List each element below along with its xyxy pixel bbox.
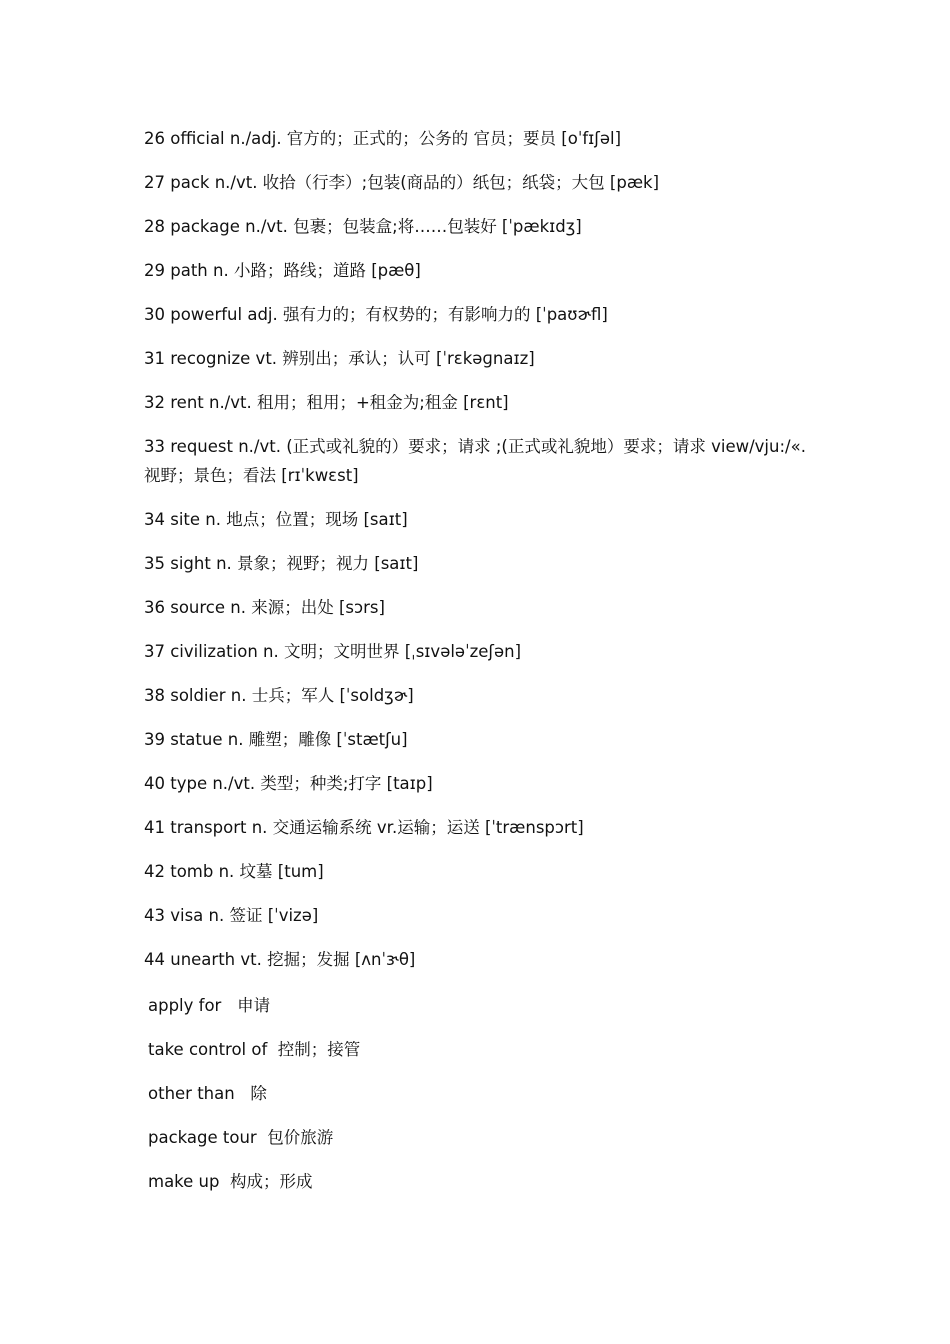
vocab-entry-visa: 43 visa n. 签证 [ˈvizə] xyxy=(144,906,319,925)
vocab-entry-path: 29 path n. 小路；路线；道路 [pæθ] xyxy=(144,261,421,280)
vocab-entry-site: 34 site n. 地点；位置；现场 [saɪt] xyxy=(144,510,408,529)
vocab-entry-powerful: 30 powerful adj. 强有力的；有权势的；有影响力的 [ˈpaʊɚfl] xyxy=(144,305,608,324)
vocab-entry-tomb: 42 tomb n. 坟墓 [tum] xyxy=(144,862,324,881)
vocab-entry-type: 40 type n./vt. 类型；种类;打字 [taɪp] xyxy=(144,774,433,793)
vocab-entry-transport: 41 transport n. 交通运输系统 vr.运输；运送 [ˈtrænspɔrt] xyxy=(144,818,584,837)
phrase-make-up: make up 构成；形成 xyxy=(148,1172,313,1191)
vocab-entry-rent: 32 rent n./vt. 租用；租用；+租金为;租金 [rɛnt] xyxy=(144,393,509,412)
phrase-other-than: other than 除 xyxy=(148,1084,267,1103)
vocab-entry-source: 36 source n. 来源；出处 [sɔrs] xyxy=(144,598,385,617)
vocab-entry-sight: 35 sight n. 景象；视野；视力 [saɪt] xyxy=(144,554,419,573)
phrase-package-tour: package tour 包价旅游 xyxy=(148,1128,334,1147)
vocab-entry-unearth: 44 unearth vt. 挖掘；发掘 [ʌnˈɝθ] xyxy=(144,950,416,969)
vocab-entry-soldier: 38 soldier n. 士兵；军人 [ˈsoldʒɚ] xyxy=(144,686,414,705)
vocab-entry-statue: 39 statue n. 雕塑；雕像 [ˈstætʃu] xyxy=(144,730,408,749)
vocabulary-list xyxy=(144,124,844,989)
vocab-entry-civilization: 37 civilization n. 文明；文明世界 [ˌsɪvələˈzeʃən] xyxy=(144,642,522,661)
phrase-take-control-of: take control of 控制；接管 xyxy=(148,1040,361,1059)
phrase-list xyxy=(148,991,848,1211)
vocab-entry-request-line-1: 33 request n./vt. (正式或礼貌的）要求；请求 ;(正式或礼貌地）要求；请求 view/vju:/«. xyxy=(144,437,806,456)
vocab-entry-pack: 27 pack n./vt. 收拾（行李）;包装(商品的）纸包；纸袋；大包 [pæk] xyxy=(144,173,660,192)
vocab-entry-request-line-2: 视野；景色；看法 [rɪˈkwɛst] xyxy=(144,466,359,485)
vocab-entry-request xyxy=(144,432,844,490)
vocab-entry-official: 26 official n./adj. 官方的；正式的；公务的 官员；要员 [oˈfɪʃəl] xyxy=(144,129,622,148)
vocab-entry-recognize: 31 recognize vt. 辨别出；承认；认可 [ˈrɛkəɡnaɪz] xyxy=(144,349,535,368)
phrase-apply-for: apply for 申请 xyxy=(148,996,271,1015)
vocab-entry-package: 28 package n./vt. 包裹；包装盒;将……包装好 [ˈpækɪdʒ] xyxy=(144,217,582,236)
